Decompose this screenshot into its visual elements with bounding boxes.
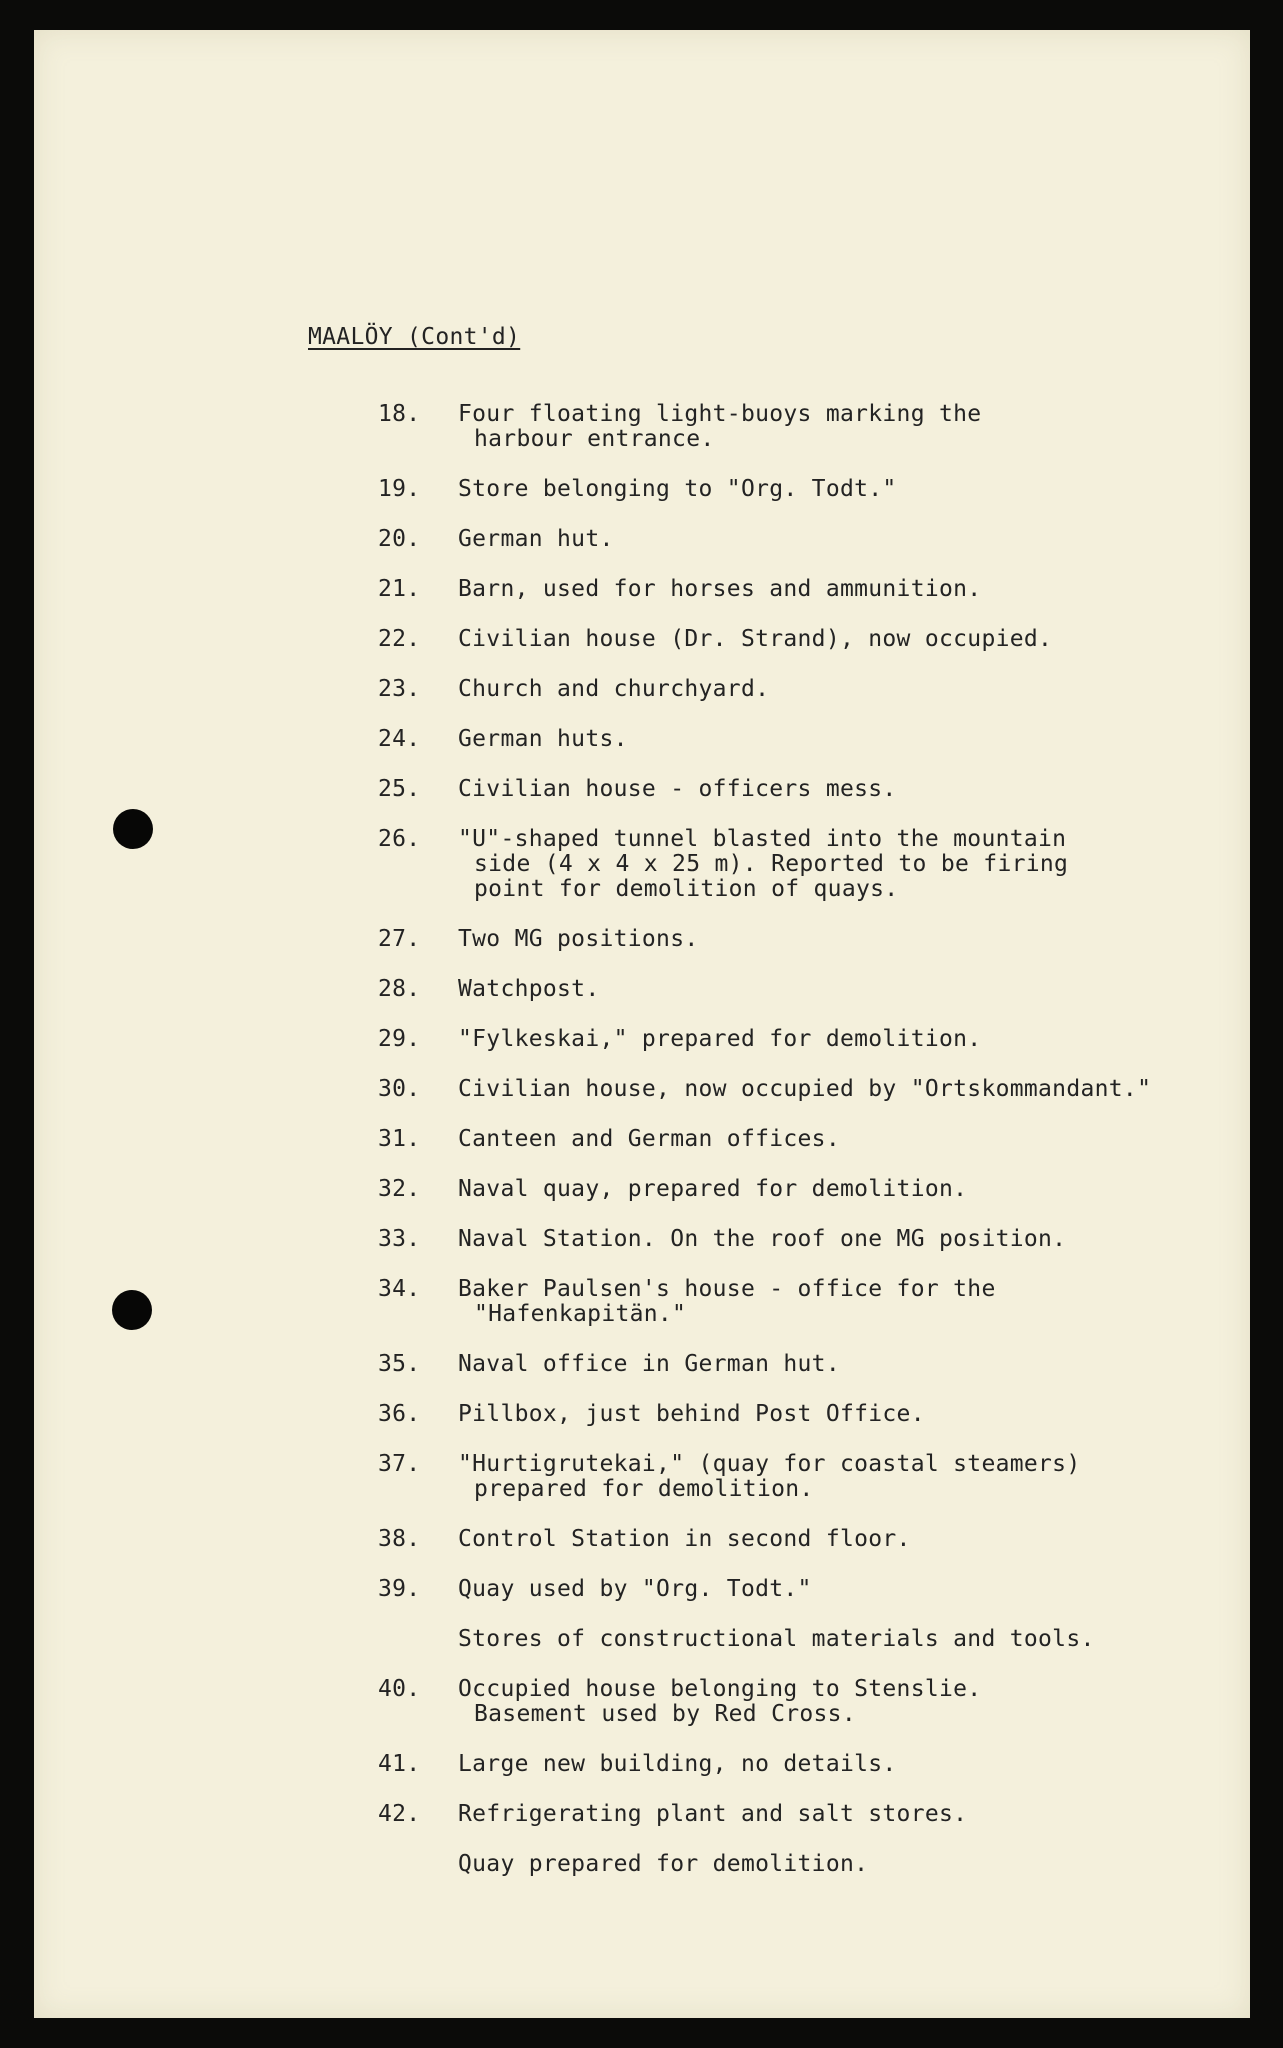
entry-text	[458, 1127, 1248, 1152]
punch-hole-lower	[112, 1290, 152, 1330]
entry-text	[458, 402, 1248, 452]
entry-text	[458, 1527, 1248, 1552]
entry-number: 38.	[378, 1526, 421, 1552]
entry-text	[458, 1277, 1248, 1327]
entry-number: 31.	[378, 1126, 421, 1152]
entry-line: Civilian house (Dr. Strand), now occupied.	[458, 626, 1053, 652]
entry-line: Large new building, no details.	[458, 1751, 897, 1777]
entry-line: Store belonging to "Org. Todt."	[458, 476, 897, 502]
entry-text	[458, 577, 1248, 602]
list-item	[378, 1127, 1248, 1152]
entry-number: 28.	[378, 976, 421, 1002]
list-item	[378, 777, 1248, 802]
list-item	[378, 927, 1248, 952]
list-item	[378, 827, 1248, 902]
entry-text	[458, 727, 1248, 752]
entry-text	[458, 1077, 1248, 1102]
entry-line: Quay used by "Org. Todt."	[458, 1576, 812, 1602]
entry-line: "Fylkeskai," prepared for demolition.	[458, 1026, 982, 1052]
entry-number: 18.	[378, 401, 421, 427]
entry-line: Canteen and German offices.	[458, 1126, 840, 1152]
list-item	[378, 1277, 1248, 1327]
entry-text	[458, 927, 1248, 952]
entry-number: 32.	[378, 1176, 421, 1202]
entry-line: German huts.	[458, 726, 628, 752]
entry-number: 30.	[378, 1076, 421, 1102]
entry-text	[458, 677, 1248, 702]
entry-text	[458, 1227, 1248, 1252]
entry-line: Control Station in second floor.	[458, 1526, 911, 1552]
entry-line: Naval quay, prepared for demolition.	[458, 1176, 968, 1202]
entry-text	[458, 1802, 1248, 1827]
entry-text	[458, 1452, 1248, 1502]
list-item	[378, 627, 1248, 652]
list-item	[378, 1627, 1248, 1652]
entry-line: Basement used by Red Cross.	[474, 1701, 856, 1727]
entry-number: 36.	[378, 1401, 421, 1427]
list-item	[378, 1027, 1248, 1052]
entry-line: "Hafenkapitän."	[474, 1301, 687, 1327]
entry-line: "Hurtigrutekai," (quay for coastal steamers)	[458, 1451, 1081, 1477]
entry-number	[378, 1852, 458, 1877]
entry-number: 25.	[378, 776, 421, 802]
entry-line: Occupied house belonging to Stenslie.	[458, 1676, 982, 1702]
list-item	[378, 677, 1248, 702]
entry-number: 27.	[378, 926, 421, 952]
entry-line: Pillbox, just behind Post Office.	[458, 1401, 925, 1427]
entry-line: Stores of constructional materials and tools.	[458, 1626, 1095, 1652]
entry-number: 29.	[378, 1026, 421, 1052]
entry-number: 42.	[378, 1801, 421, 1827]
entry-number: 37.	[378, 1451, 421, 1477]
list-item	[378, 527, 1248, 552]
list-item	[378, 1402, 1248, 1427]
entry-number	[378, 1627, 458, 1652]
entry-number: 20.	[378, 526, 421, 552]
entry-text	[458, 1352, 1248, 1377]
entry-line: Watchpost.	[458, 976, 600, 1002]
entry-line: Quay prepared for demolition.	[458, 1851, 869, 1877]
entry-text	[458, 627, 1248, 652]
list-item	[378, 1077, 1248, 1102]
list-item	[378, 577, 1248, 602]
entry-text	[458, 827, 1248, 902]
entry-text	[458, 1177, 1248, 1202]
list-item	[378, 1452, 1248, 1502]
entry-line: Church and churchyard.	[458, 676, 770, 702]
punch-hole-upper	[113, 809, 153, 849]
entry-number: 23.	[378, 676, 421, 702]
list-item	[378, 477, 1248, 502]
entry-text	[458, 527, 1248, 552]
list-item	[378, 727, 1248, 752]
list-item	[378, 1527, 1248, 1552]
page-heading: MAALÖY (Cont'd)	[308, 324, 521, 350]
entry-text	[458, 777, 1248, 802]
entry-line: Baker Paulsen's house - office for the	[458, 1276, 996, 1302]
entry-line: prepared for demolition.	[474, 1476, 814, 1502]
entry-number: 26.	[378, 826, 421, 852]
list-item	[378, 1577, 1248, 1602]
entry-line: harbour entrance.	[474, 426, 715, 452]
entry-line: "U"-shaped tunnel blasted into the mountain	[458, 826, 1067, 852]
entry-line: German hut.	[458, 526, 614, 552]
list-item	[378, 977, 1248, 1002]
entry-line: side (4 x 4 x 25 m). Reported to be firing	[474, 851, 1069, 877]
entry-text	[458, 977, 1248, 1002]
entry-number: 35.	[378, 1351, 421, 1377]
list-item	[378, 1177, 1248, 1202]
entry-text	[458, 1627, 1248, 1652]
entry-number: 24.	[378, 726, 421, 752]
entry-number: 22.	[378, 626, 421, 652]
entry-text	[458, 1852, 1248, 1877]
entry-text	[458, 1027, 1248, 1052]
list-item	[378, 1227, 1248, 1252]
entry-line: Two MG positions.	[458, 926, 699, 952]
list-item	[378, 402, 1248, 452]
entry-line: Refrigerating plant and salt stores.	[458, 1801, 968, 1827]
entry-number: 33.	[378, 1226, 421, 1252]
entry-line: Four floating light-buoys marking the	[458, 401, 982, 427]
list-item	[378, 1752, 1248, 1777]
list-item	[378, 1677, 1248, 1727]
list-item	[378, 1852, 1248, 1877]
entry-text	[458, 477, 1248, 502]
entry-number: 19.	[378, 476, 421, 502]
entry-number: 34.	[378, 1276, 421, 1302]
entry-text	[458, 1577, 1248, 1602]
entry-number: 40.	[378, 1676, 421, 1702]
entry-text	[458, 1752, 1248, 1777]
entry-line: Civilian house - officers mess.	[458, 776, 897, 802]
entry-number: 39.	[378, 1576, 421, 1602]
entry-text	[458, 1402, 1248, 1427]
entry-line: point for demolition of quays.	[474, 876, 899, 902]
entry-text	[458, 1677, 1248, 1727]
entry-line: Civilian house, now occupied by "Ortskommandant."	[458, 1076, 1152, 1102]
entry-line: Naval office in German hut.	[458, 1351, 840, 1377]
entry-number: 41.	[378, 1751, 421, 1777]
entry-line: Barn, used for horses and ammunition.	[458, 576, 982, 602]
entry-list	[378, 402, 1248, 1902]
entry-number: 21.	[378, 576, 421, 602]
list-item	[378, 1802, 1248, 1827]
entry-line: Naval Station. On the roof one MG position.	[458, 1226, 1067, 1252]
list-item	[378, 1352, 1248, 1377]
